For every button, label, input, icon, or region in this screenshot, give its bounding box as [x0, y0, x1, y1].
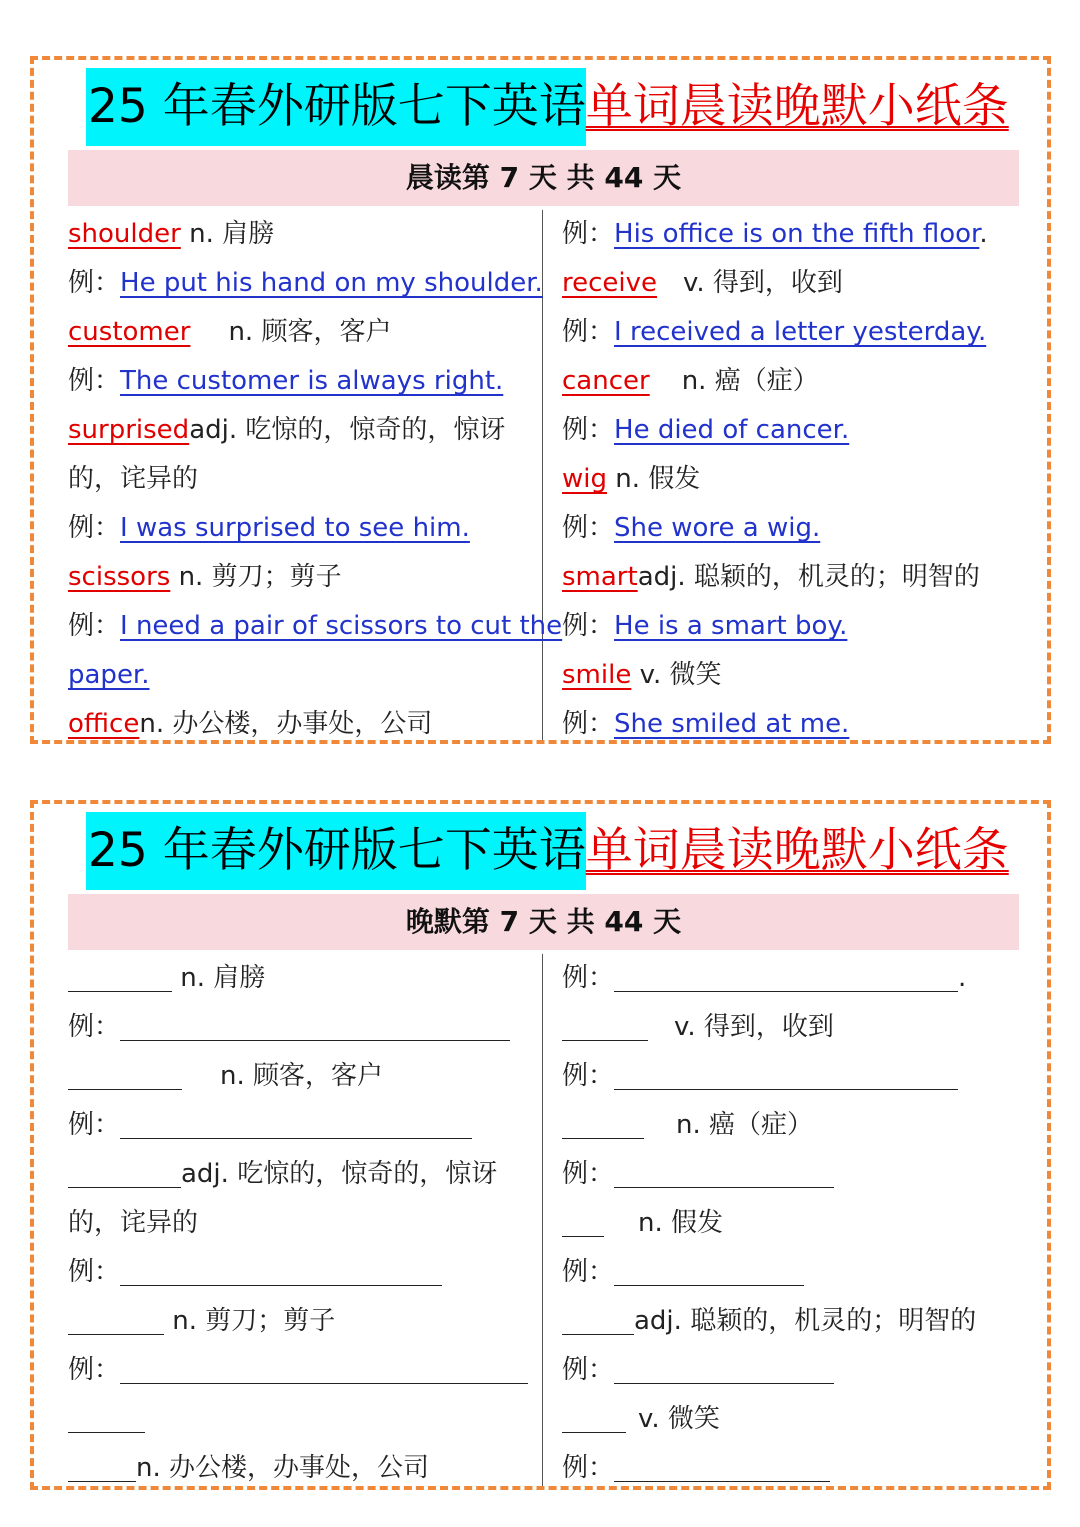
- example-label: 例：: [562, 317, 615, 347]
- blank-example-entry: [562, 954, 1022, 1003]
- blank-example-entry: [68, 1346, 542, 1395]
- example-entry: [68, 259, 542, 308]
- blank-example-entry: [562, 1150, 1022, 1199]
- blank-example-entry: [68, 1003, 542, 1052]
- example-label: 例：: [68, 1257, 121, 1287]
- blank-word-entry: [68, 1150, 542, 1199]
- example-label: 例：: [68, 1012, 121, 1042]
- blank-word-entry: [562, 1199, 1022, 1248]
- example-label: 例：: [68, 513, 121, 543]
- example-label: 例：: [562, 513, 615, 543]
- answer-blank[interactable]: [120, 1108, 472, 1139]
- evening-card: [30, 800, 1051, 1490]
- blank-word-entry: [562, 1297, 1022, 1346]
- word-entry: [562, 553, 1022, 602]
- evening-right-column: [562, 954, 1022, 1486]
- example-continued: [68, 651, 542, 700]
- definition: v. 微笑: [638, 1404, 720, 1434]
- answer-blank[interactable]: [614, 1255, 804, 1286]
- definition: adj. 聪颖的，机灵的；明智的: [637, 562, 980, 592]
- answer-blank[interactable]: [68, 1402, 145, 1433]
- blank-example-entry: [562, 1248, 1022, 1297]
- blank-example-entry: [68, 1248, 542, 1297]
- blank-word-entry: [562, 1101, 1022, 1150]
- definition: adj. 吃惊的，惊奇的，惊讶: [189, 415, 506, 445]
- blank-word-entry: [562, 1003, 1022, 1052]
- blank-example-entry: [68, 1101, 542, 1150]
- definition: n. 癌（症）: [676, 1110, 814, 1140]
- definition: v. 得到，收到: [683, 268, 843, 298]
- example-sentence: She wore a wig.: [614, 513, 821, 543]
- example-sentence: She smiled at me.: [614, 709, 850, 739]
- example-entry: [562, 406, 1022, 455]
- example-sentence: paper.: [68, 660, 150, 690]
- answer-blank[interactable]: [120, 1255, 442, 1286]
- blank-example-entry: [562, 1346, 1022, 1395]
- answer-blank[interactable]: [562, 1108, 644, 1139]
- word: surprised: [68, 415, 190, 445]
- answer-blank[interactable]: [562, 1206, 604, 1237]
- example-entry: [68, 602, 563, 651]
- example-entry: [562, 308, 1022, 357]
- example-entry: [562, 602, 1022, 651]
- answer-blank[interactable]: [68, 961, 172, 992]
- example-entry: [562, 700, 1022, 749]
- definition: v. 得到，收到: [674, 1012, 834, 1042]
- answer-blank[interactable]: [120, 1010, 510, 1041]
- period: .: [979, 219, 988, 249]
- answer-blank[interactable]: [562, 1402, 626, 1433]
- answer-blank[interactable]: [614, 1353, 834, 1384]
- answer-blank[interactable]: [120, 1353, 528, 1384]
- example-label: 例：: [68, 1110, 121, 1140]
- answer-blank[interactable]: [614, 1157, 834, 1188]
- morning-left-column: [68, 210, 563, 740]
- example-entry: [68, 357, 542, 406]
- answer-blank[interactable]: [562, 1010, 648, 1041]
- definition: n. 假发: [638, 1208, 724, 1238]
- word: office: [68, 709, 140, 739]
- example-sentence: The customer is always right.: [120, 366, 504, 396]
- word: scissors: [68, 562, 171, 592]
- example-label: 例：: [68, 366, 121, 396]
- example-sentence: I was surprised to see him.: [120, 513, 470, 543]
- definition: n. 办公楼，办事处，公司: [136, 1453, 430, 1483]
- blank-word-entry: [68, 1297, 542, 1346]
- example-entry: [68, 504, 542, 553]
- answer-blank[interactable]: [68, 1304, 164, 1335]
- example-label: 例：: [562, 1355, 615, 1385]
- example-sentence: His office is on the fifth floor: [614, 219, 980, 249]
- answer-blank[interactable]: [68, 1059, 182, 1090]
- definition: n. 肩膀: [189, 219, 275, 249]
- example-label: 例：: [562, 1257, 615, 1287]
- example-sentence: I need a pair of scissors to cut the: [120, 611, 563, 641]
- definition: n. 癌（症）: [681, 366, 819, 396]
- definition: n. 顾客，客户: [220, 1061, 384, 1091]
- word-entry: [68, 700, 542, 749]
- title-part2: 单词晨读晚默小纸条: [585, 823, 1009, 878]
- answer-blank[interactable]: [562, 1304, 634, 1335]
- morning-title: [86, 68, 1009, 146]
- word-entry: [68, 210, 542, 259]
- word-entry: [562, 455, 1022, 504]
- definition: v. 微笑: [639, 660, 722, 690]
- word: cancer: [562, 366, 650, 396]
- blank-word-entry: [68, 1444, 542, 1493]
- blank-word-entry: [68, 954, 542, 1003]
- definition: adj. 聪颖的，机灵的；明智的: [634, 1306, 977, 1336]
- definition: n. 剪刀；剪子: [172, 1306, 336, 1336]
- word-entry: [562, 259, 1022, 308]
- morning-right-column: [562, 210, 1022, 740]
- example-entry: [562, 504, 1022, 553]
- answer-blank[interactable]: [68, 1451, 136, 1482]
- title-part1: 25 年春外研版七下英语: [86, 812, 586, 890]
- example-label: 例：: [562, 963, 615, 993]
- definition: n. 剪刀；剪子: [178, 562, 342, 592]
- example-label: 例：: [562, 1159, 615, 1189]
- example-sentence: He is a smart boy.: [614, 611, 848, 641]
- morning-banner: 晨读第 7 天 共 44 天: [68, 150, 1019, 206]
- definition: n. 假发: [615, 464, 701, 494]
- definition-continued: 的，诧异的: [68, 1208, 199, 1238]
- evening-banner: 晚默第 7 天 共 44 天: [68, 894, 1019, 950]
- definition: adj. 吃惊的，惊奇的，惊讶: [181, 1159, 498, 1189]
- example-label: 例：: [562, 611, 615, 641]
- example-sentence: He put his hand on my shoulder.: [120, 268, 543, 298]
- word: customer: [68, 317, 191, 347]
- definition: n. 肩膀: [180, 963, 266, 993]
- example-sentence: I received a letter yesterday.: [614, 317, 987, 347]
- word-entry: [562, 651, 1022, 700]
- word-entry: [68, 308, 542, 357]
- answer-blank[interactable]: [614, 1451, 830, 1482]
- example-label: 例：: [562, 1453, 615, 1483]
- blank-example-continued: [68, 1395, 542, 1444]
- answer-blank[interactable]: [614, 1059, 958, 1090]
- evening-title: [86, 812, 1009, 890]
- word: wig: [562, 464, 607, 494]
- definition-continued: 的，诧异的: [68, 464, 199, 494]
- example-label: 例：: [562, 219, 615, 249]
- example-label: 例：: [562, 1061, 615, 1091]
- definition: n. 顾客，客户: [228, 317, 392, 347]
- word-entry: [68, 406, 542, 455]
- example-sentence: He died of cancer.: [614, 415, 850, 445]
- answer-blank[interactable]: [68, 1157, 181, 1188]
- word: smile: [562, 660, 632, 690]
- blank-example-entry: [562, 1444, 1022, 1493]
- blank-word-entry: [562, 1395, 1022, 1444]
- word-entry: [68, 553, 542, 602]
- morning-card: [30, 56, 1051, 744]
- word: shoulder: [68, 219, 181, 249]
- blank-example-entry: [562, 1052, 1022, 1101]
- example-label: 例：: [68, 611, 121, 641]
- title-part2: 单词晨读晚默小纸条: [585, 79, 1009, 134]
- definition: n. 办公楼，办事处，公司: [139, 709, 433, 739]
- word: receive: [562, 268, 658, 298]
- word: smart: [562, 562, 638, 592]
- example-label: 例：: [68, 1355, 121, 1385]
- evening-left-column: [68, 954, 543, 1486]
- title-part1: 25 年春外研版七下英语: [86, 68, 586, 146]
- answer-blank[interactable]: [614, 961, 958, 992]
- example-label: 例：: [68, 268, 121, 298]
- period: .: [958, 963, 967, 993]
- word-entry: [562, 357, 1022, 406]
- blank-word-entry: [68, 1052, 542, 1101]
- example-entry: [562, 210, 1022, 259]
- example-label: 例：: [562, 709, 615, 739]
- example-label: 例：: [562, 415, 615, 445]
